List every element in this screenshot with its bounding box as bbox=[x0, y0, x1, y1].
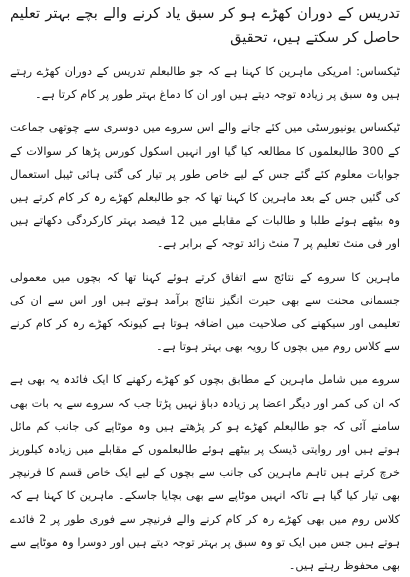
article-headline: تدریس کے دوران کھڑے ہو کر سبق یاد کرنے والے بچے بہتر تعلیم حاصل کر سکتے ہیں، تحقیق bbox=[10, 5, 400, 46]
article-paragraph: ٹیکساس یونیورسٹی میں کئے جانے والے اس سروے میں دوسری سے چوتھی جماعت کے 300 طالبعلموں کا مطالعہ کیا گیا اور انہیں اسکول کورس پڑھا کر سوالات کے جوابات معلوم کئے گئے جس کے لیے خاص طور پر تیار کی گئی ہائی ٹیبل استعمال کی گئیں جس کے بعد ماہرین کا کہنا تھا کہ جو طالبعلم کھڑے رہ کر کام کرتے ہیں وہ بیٹھے ہوئے طلبا و طالبات کے مقابلے میں 12 فیصد بہتر کارکردگی دکھاتے ہیں اور فی منٹ تعلیم پر 7 منٹ زائد توجہ کے برابر ہے۔ bbox=[10, 121, 400, 251]
article-paragraph: سروے میں شامل ماہرین کے مطابق بچوں کو کھڑے رکھنے کا ایک فائدہ یہ بھی ہے کہ ان کی کمر اور دیگر اعضا پر زیادہ دباؤ نہیں پڑتا جب کہ سروے سے یہ بات بھی سامنے آئی کہ جو طالبعلم کھڑے ہو کر پڑھتے ہیں وہ موٹاپے کی جانب کم مائل ہوتے ہیں اور روایتی ڈیسک پر بیٹھے ہوئے طالبعلموں کے مقابلے میں زیادہ کیلوریز خرچ کرتے ہیں تاہم ماہرین کی جانب سے بچوں کے لیے ایک خاص قسم کا فرنیچر بھی تیار کیا گیا ہے تاکہ انہیں موٹاپے سے بھی بچایا جاسکے۔ ماہرین کا کہنا ہے کہ کلاس روم میں بھی کھڑے رہ کر کام کرنے والے فرنیچر سے فوری طور پر 2 فائدے ہوتے ہیں جس میں ایک تو وہ سبق پر بہتر توجہ دیتے ہیں اور دوسرا وہ موٹاپے سے بھی محفوظ رہتے ہیں۔ bbox=[10, 373, 400, 573]
article-paragraph: ٹیکساس: امریکی ماہرین کا کہنا ہے کہ جو طالبعلم تدریس کے دوران کھڑے رہتے ہیں وہ سبق پر زیادہ توجہ دیتے ہیں اور ان کا دماغ بہتر طور پر کام کرتا ہے۔ bbox=[10, 65, 400, 102]
article-paragraph: ماہرین کا سروے کے نتائج سے اتفاق کرتے ہوئے کہنا تھا کہ بچوں میں معمولی جسمانی محنت سے بھی حیرت انگیز نتائج برآمد ہوتے ہیں اور اس سے ان کی تعلیمی اور سیکھنے کی صلاحیت میں اضافہ ہوتا ہے کیونکہ کھڑے رہ کر کام کرنے سے کلاس روم میں بچوں کا رویہ بھی بہتر ہوتا ہے۔ bbox=[10, 270, 400, 354]
